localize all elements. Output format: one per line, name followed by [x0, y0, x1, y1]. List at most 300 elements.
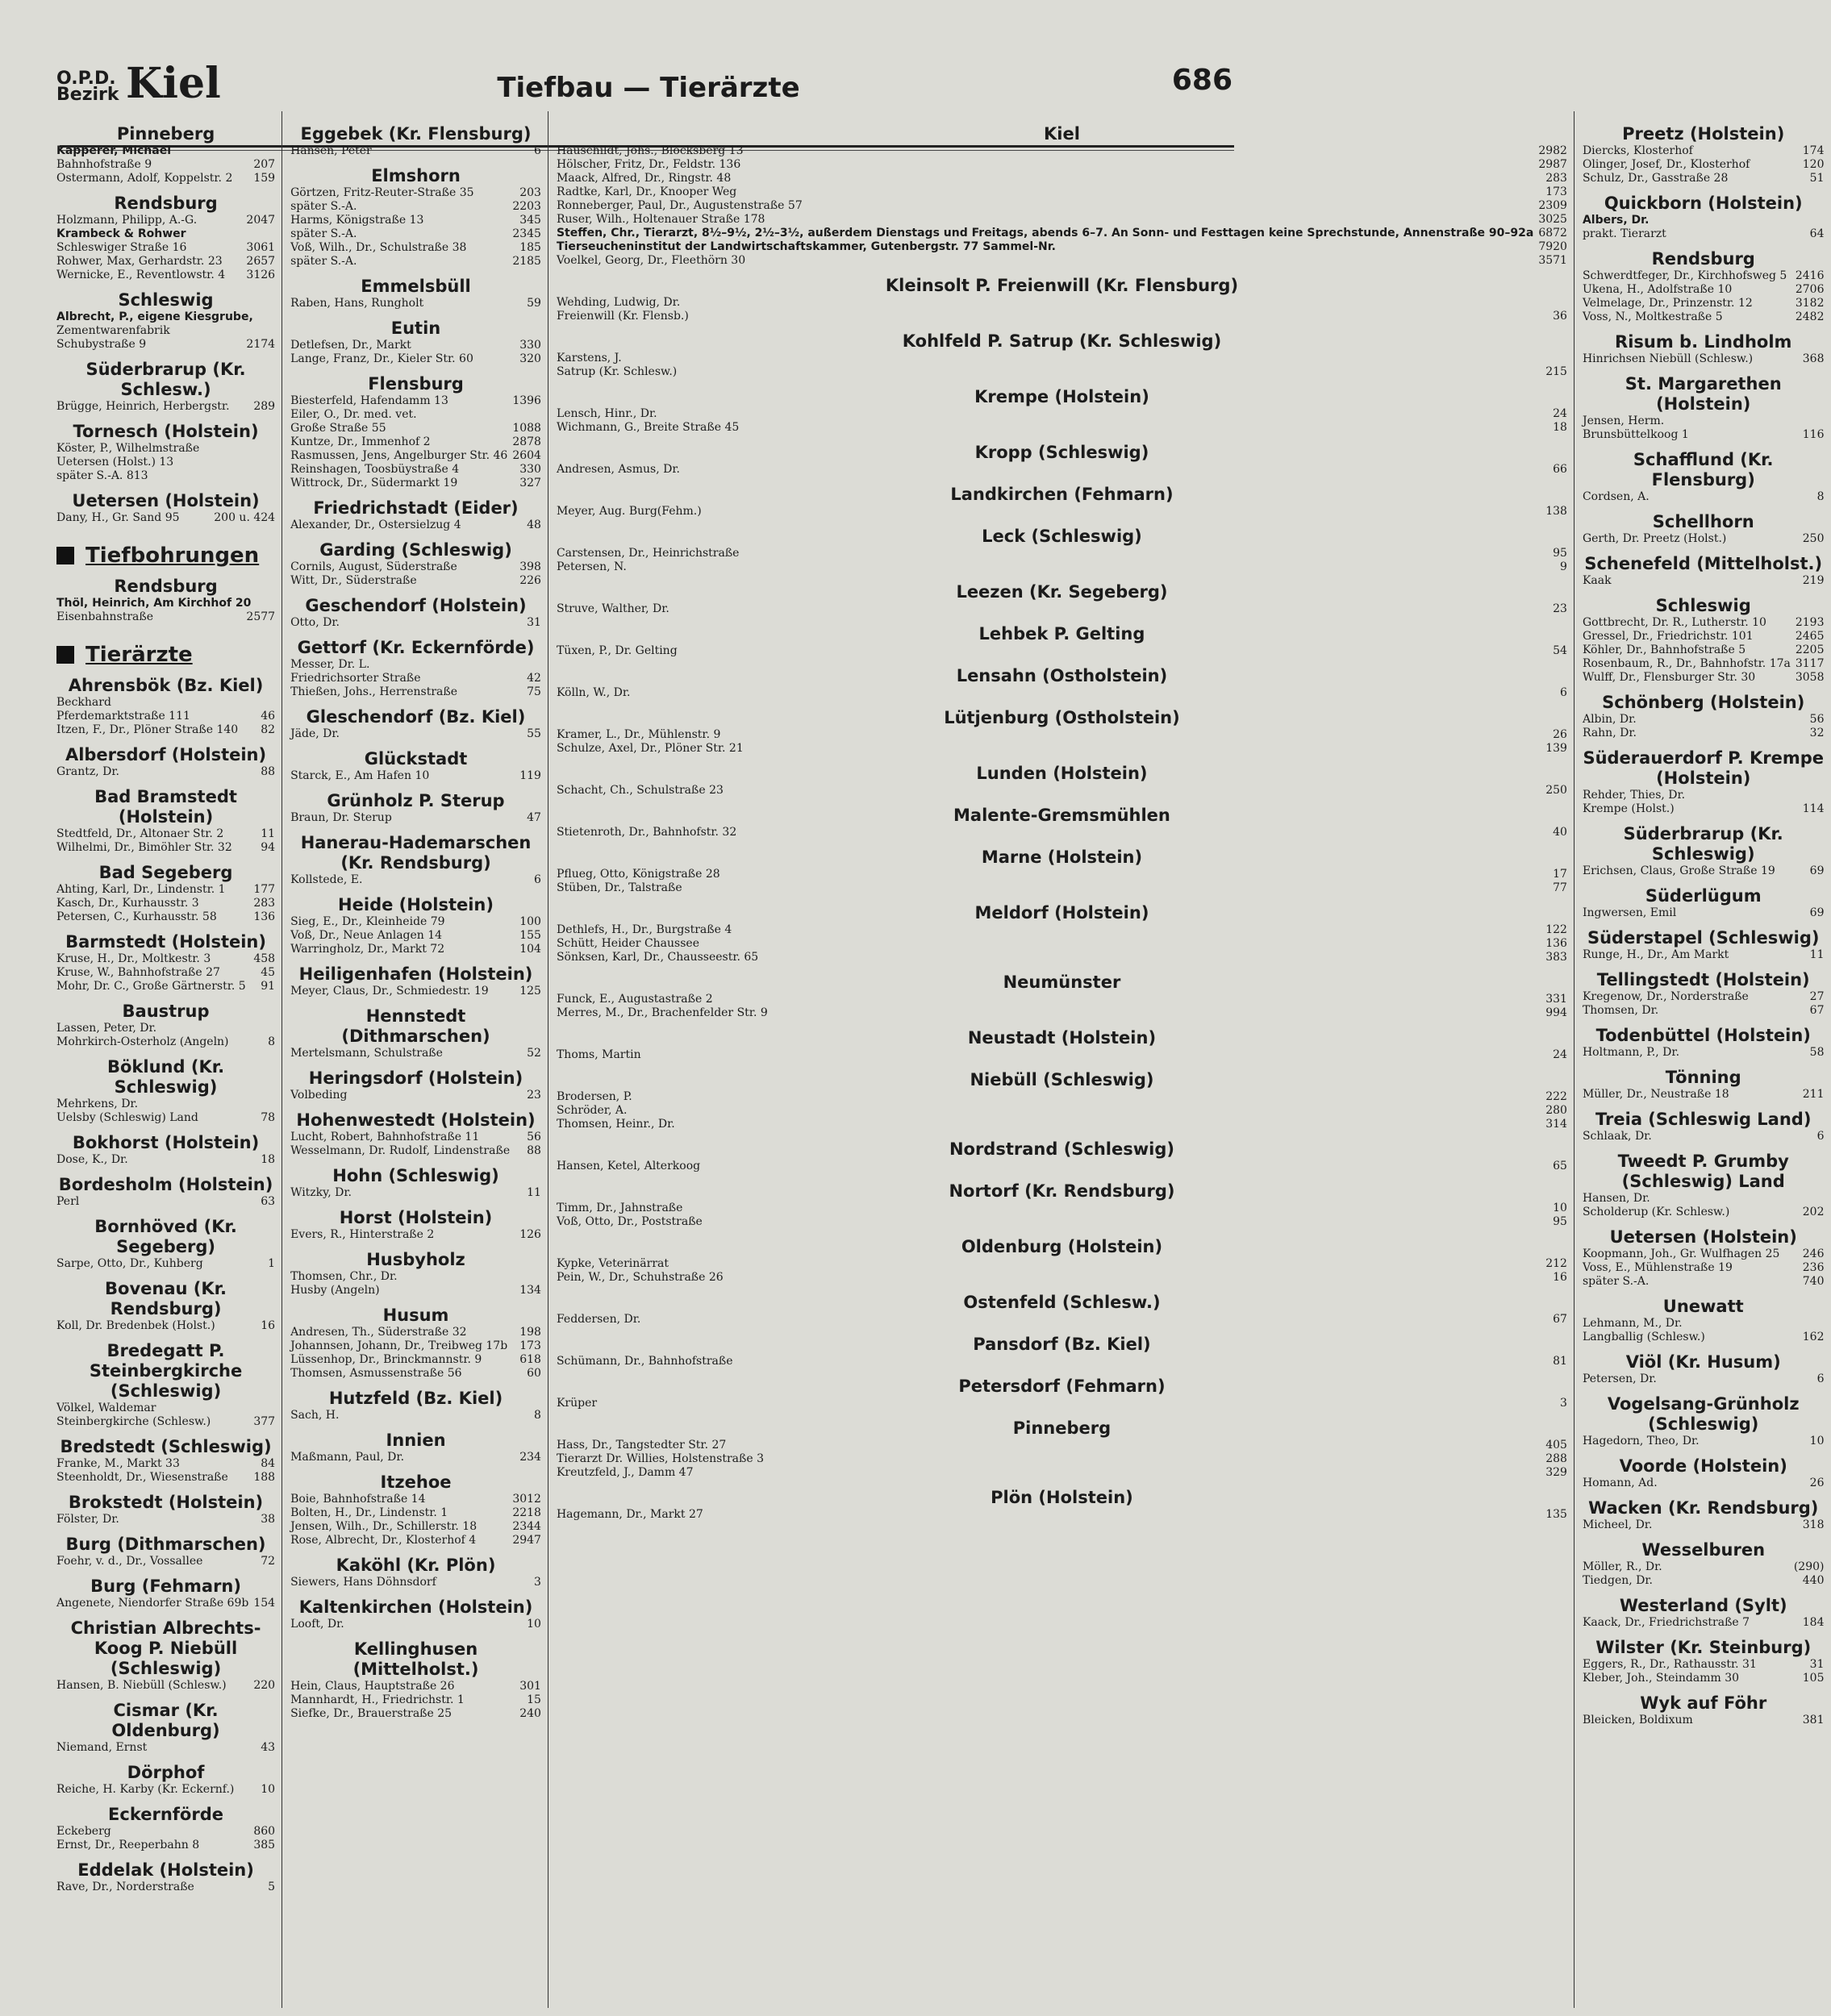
entry-text: Raben, Hans, Rungholt: [290, 297, 424, 310]
town-heading: Uetersen (Holstein): [72, 491, 260, 510]
entry-text: Braun, Dr. Sterup: [290, 811, 392, 824]
entry-text: Steenholdt, Dr., Wiesenstraße: [56, 1471, 228, 1484]
phone-number: 331: [1545, 993, 1567, 1006]
entry-text: Petersen, N.: [556, 560, 627, 573]
phone-number: 10: [1809, 1435, 1825, 1447]
phone-number: 9: [1560, 560, 1567, 573]
phone-number: 2657: [246, 255, 276, 268]
town-heading: Wilster (Kr. Steinburg): [1595, 1638, 1812, 1657]
entry-text: Schümann, Dr., Bahnhofstraße: [556, 1355, 733, 1368]
entry-text: Friedrichsorter Straße: [290, 672, 421, 685]
entry-text: Boie, Bahnhofstraße 14: [290, 1493, 426, 1506]
entry-text: Detlefsen, Dr., Markt: [290, 339, 411, 352]
entry-text: Mannhardt, H., Friedrichstr. 1: [290, 1693, 465, 1706]
town-heading: Bredstedt (Schleswig): [60, 1437, 272, 1456]
phone-number: 3: [534, 1576, 541, 1589]
entry-text: Zementwarenfabrik: [56, 324, 170, 337]
entry-text: Brügge, Heinrich, Herbergstr.: [56, 400, 230, 413]
town-heading: Quickborn (Holstein): [1604, 194, 1803, 213]
entry-text: Itzen, F., Dr., Plöner Straße 140: [56, 723, 239, 736]
list-item: [1583, 1477, 1825, 1490]
phone-number: 138: [1545, 505, 1567, 518]
phone-number: 43: [261, 1741, 276, 1754]
entry-text: Albrecht, P., eigene Kiesgrube,: [56, 310, 253, 323]
list-item: [56, 696, 275, 710]
phone-number: 23: [1553, 602, 1567, 615]
phone-number: 330: [519, 463, 541, 476]
phone-number: 329: [1545, 1466, 1567, 1479]
entry-text: Kruse, W., Bahnhofstraße 27: [56, 966, 220, 979]
town-heading: Tönning: [1665, 1068, 1741, 1087]
section-square-icon: [56, 547, 74, 564]
list-item: [557, 352, 1567, 365]
list-item: [56, 255, 275, 269]
list-item: [56, 1555, 275, 1568]
phone-number: 155: [519, 929, 541, 942]
phone-number: 288: [1545, 1452, 1567, 1465]
town-heading: Pinneberg: [1012, 1418, 1112, 1438]
list-item: [56, 827, 275, 841]
town-heading: Eckernförde: [108, 1805, 223, 1824]
list-item: [56, 469, 275, 483]
entry-text: Wernicke, E., Reventlowstr. 4: [56, 269, 226, 281]
entry-text: Holzmann, Philipp, A.-G.: [56, 214, 198, 227]
list-item: [56, 883, 275, 897]
town-heading: Hohn (Schleswig): [332, 1166, 499, 1185]
phone-number: 36: [1553, 310, 1567, 323]
entry-text: später S.-A.: [290, 200, 357, 213]
phone-number: 8: [1816, 490, 1825, 503]
page-number: 686: [1171, 64, 1232, 97]
phone-number: (290): [1793, 1560, 1825, 1573]
entry-text: Wehding, Ludwig, Dr.: [556, 296, 681, 309]
list-item: [290, 574, 541, 588]
entry-text: Hansen, B. Niebüll (Schlesw.): [56, 1679, 227, 1692]
entry-text: Wittrock, Dr., Südermarkt 19: [290, 477, 458, 489]
entry-text: Schulz, Dr., Gasstraße 28: [1582, 172, 1729, 185]
entry-text: Niemand, Ernst: [56, 1741, 148, 1754]
list-item: [56, 966, 275, 980]
district-city: Kiel: [126, 59, 221, 108]
town-heading: Treia (Schleswig Land): [1595, 1110, 1812, 1129]
town-heading: Bredegatt P. Steinbergkirche (Schleswig): [89, 1341, 243, 1401]
town-heading: Petersdorf (Fehmarn): [958, 1377, 1166, 1396]
phone-number: 2185: [512, 255, 541, 268]
list-item: [56, 442, 275, 456]
list-item: [557, 1202, 1567, 1215]
phone-number: 173: [1545, 185, 1567, 198]
entry-text: Voelkel, Georg, Dr., Fleethörn 30: [556, 254, 746, 267]
list-item: [56, 1153, 275, 1167]
town-heading: Husum: [382, 1306, 449, 1325]
entry-text: Kuntze, Dr., Immenhof 2: [290, 435, 431, 448]
phone-number: 134: [519, 1284, 541, 1297]
list-item: [557, 1215, 1567, 1229]
phone-number: 994: [1545, 1006, 1567, 1019]
list-item: [1583, 352, 1825, 366]
list-item: [557, 728, 1567, 742]
phone-number: 381: [1802, 1714, 1825, 1727]
phone-number: 215: [1545, 365, 1567, 378]
entry-text: Holtmann, P., Dr.: [1582, 1046, 1680, 1059]
phone-number: 2577: [246, 610, 276, 623]
entry-text: Krüper: [556, 1397, 598, 1410]
phone-number: 2344: [512, 1520, 541, 1533]
phone-number: 222: [1545, 1090, 1567, 1103]
phone-number: 84: [261, 1457, 276, 1470]
list-item: [56, 227, 275, 241]
list-item: [1583, 657, 1825, 671]
list-item: [557, 1257, 1567, 1271]
entry-text: Krempe (Holst.): [1582, 802, 1675, 815]
phone-number: 2416: [1795, 269, 1825, 282]
list-item: [1583, 214, 1825, 227]
list-item: [557, 951, 1567, 964]
list-item: [1583, 532, 1825, 546]
town-heading: Wyk auf Föhr: [1640, 1693, 1767, 1713]
list-item: [557, 686, 1567, 700]
list-item: [290, 1284, 541, 1297]
list-item: [1583, 906, 1825, 920]
list-item: [1583, 630, 1825, 644]
phone-number: 116: [1802, 428, 1825, 441]
list-item: [1583, 864, 1825, 878]
entry-text: Steffen, Chr., Tierarzt, 8½–9½, 2½–3½, außerdem Dienstags und Freitags, abends 6–7. An Sonn- und Festtagen keine Sprechstunde, Annenstraße 90–92a: [556, 227, 1534, 240]
phone-number: 136: [253, 910, 276, 923]
list-item: [290, 200, 541, 214]
entry-text: Rehder, Thies, Dr.: [1582, 789, 1686, 802]
entry-text: Thoms, Martin: [556, 1048, 641, 1061]
phone-number: 1396: [512, 394, 541, 407]
town-heading: Unewatt: [1662, 1297, 1744, 1316]
town-heading: Bad Bramstedt (Holstein): [94, 787, 237, 827]
entry-text: später S.-A.: [290, 227, 357, 240]
phone-number: 95: [1553, 547, 1567, 560]
phone-number: 18: [261, 1153, 276, 1166]
list-item: [56, 511, 275, 525]
town-heading: Eddelak (Holstein): [77, 1860, 254, 1880]
town-heading: Risum b. Lindholm: [1615, 332, 1792, 352]
list-item: [56, 1457, 275, 1471]
entry-text: Meyer, Aug. Burg(Fehm.): [556, 505, 702, 518]
list-item: [290, 241, 541, 255]
list-item: [557, 923, 1567, 937]
list-item: [1583, 1248, 1825, 1261]
town-heading: Kleinsolt P. Freienwill (Kr. Flensburg): [885, 276, 1239, 295]
entry-text: Schulze, Axel, Dr., Plöner Str. 21: [556, 742, 744, 755]
phone-number: 3117: [1795, 657, 1825, 670]
phone-number: 246: [1802, 1248, 1825, 1260]
list-item: [1583, 227, 1825, 241]
list-item: [1583, 1192, 1825, 1206]
entry-text: Jensen, Herm.: [1582, 414, 1665, 427]
list-item: [56, 1402, 275, 1415]
town-heading: Oldenburg (Holstein): [961, 1237, 1163, 1256]
phone-number: 31: [1809, 1658, 1825, 1671]
phone-number: 174: [1802, 144, 1825, 157]
phone-number: 3058: [1795, 671, 1825, 684]
town-heading: Vogelsang-Grünholz (Schleswig): [1607, 1394, 1800, 1434]
entry-text: Bleicken, Boldixum: [1582, 1714, 1693, 1727]
town-heading: Baustrup: [122, 1002, 210, 1021]
entry-text: Evers, R., Hinterstraße 2: [290, 1228, 435, 1241]
list-item: [290, 1493, 541, 1506]
entry-text: Husby (Angeln): [290, 1284, 380, 1297]
town-heading: Tellingstedt (Holstein): [1596, 970, 1810, 989]
town-heading: Rendsburg: [1651, 249, 1755, 269]
entry-text: Struve, Walther, Dr.: [556, 602, 669, 615]
phone-number: 91: [261, 980, 276, 993]
list-item: [557, 602, 1567, 616]
phone-number: 2604: [512, 449, 541, 462]
entry-text: Voß, Otto, Dr., Poststraße: [556, 1215, 703, 1228]
phone-number: 440: [1802, 1574, 1825, 1587]
phone-number: 318: [1802, 1518, 1825, 1531]
list-item: [290, 463, 541, 477]
phone-number: 60: [527, 1367, 541, 1380]
entry-text: Lassen, Peter, Dr.: [56, 1022, 157, 1035]
entry-text: Tierarzt Dr. Willies, Holstenstraße 3: [556, 1452, 765, 1465]
entry-text: Rosenbaum, R., Dr., Bahnhofstr. 17a: [1582, 657, 1791, 670]
phone-number: 2203: [512, 200, 541, 213]
phone-number: 3571: [1538, 254, 1567, 267]
entry-text: Eckeberg: [56, 1825, 111, 1838]
list-item: [1583, 948, 1825, 962]
phone-number: 105: [1802, 1672, 1825, 1685]
entry-text: Bahnhofstraße 9: [56, 158, 152, 171]
phone-number: 240: [519, 1707, 541, 1720]
phone-number: 860: [253, 1825, 276, 1838]
list-item: [56, 1257, 275, 1271]
list-item: [557, 742, 1567, 756]
town-heading: Süderlügum: [1645, 886, 1762, 906]
phone-number: 26: [1809, 1477, 1825, 1489]
town-heading: Süderbrarup (Kr. Schleswig): [1623, 824, 1783, 864]
phone-number: 6872: [1538, 227, 1567, 240]
phone-number: 27: [1809, 990, 1825, 1003]
entry-text: Thießen, Johs., Herrenstraße: [290, 685, 457, 698]
list-item: [557, 1006, 1567, 1020]
entry-text: Meyer, Claus, Dr., Schmiedestr. 19: [290, 985, 489, 998]
entry-text: Rahn, Dr.: [1582, 727, 1637, 739]
entry-text: Hinrichsen Niebüll (Schlesw.): [1582, 352, 1754, 365]
phone-number: 81: [1553, 1355, 1567, 1368]
entry-text: Tierseucheninstitut der Landwirtschaftskammer, Gutenbergstr. 77 Sammel-Nr.: [556, 240, 1056, 253]
phone-number: 6: [1816, 1372, 1825, 1385]
entry-text: Lüssenhop, Dr., Brinckmannstr. 9: [290, 1353, 482, 1366]
list-item: [557, 1355, 1567, 1368]
list-item: [290, 422, 541, 435]
phone-number: 125: [519, 985, 541, 998]
list-item: [557, 185, 1567, 199]
town-heading: Wesselburen: [1641, 1540, 1766, 1560]
entry-text: Alexander, Dr., Ostersielzug 4: [290, 519, 461, 531]
list-item: [290, 1353, 541, 1367]
list-item: [557, 644, 1567, 658]
town-heading: Friedrichstadt (Eider): [313, 498, 519, 518]
entry-text: Satrup (Kr. Schlesw.): [556, 365, 678, 378]
entry-text: Homann, Ad.: [1582, 1477, 1658, 1489]
entry-text: Schleswiger Straße 16: [56, 241, 187, 254]
list-item: [56, 1679, 275, 1693]
list-item: [56, 765, 275, 779]
list-item: [290, 873, 541, 887]
list-item: [557, 310, 1567, 323]
phone-number: 2482: [1795, 310, 1825, 323]
entry-text: Witzky, Dr.: [290, 1186, 352, 1199]
entry-text: Stüben, Dr., Talstraße: [556, 881, 682, 894]
phone-number: 2218: [512, 1506, 541, 1519]
phone-number: 207: [253, 158, 276, 171]
section-title: Tierärzte: [86, 643, 193, 667]
phone-number: 72: [261, 1555, 276, 1568]
list-item: [557, 547, 1567, 560]
town-heading: Hutzfeld (Bz. Kiel): [328, 1389, 503, 1408]
column-1: [53, 111, 282, 2008]
list-item: [290, 227, 541, 241]
town-heading: Tornesch (Holstein): [73, 422, 259, 441]
entry-text: Fölster, Dr.: [56, 1513, 119, 1526]
list-item: [1583, 802, 1825, 816]
phone-number: 51: [1809, 172, 1825, 185]
listing-columns: [53, 111, 1825, 2008]
phone-number: 345: [519, 214, 541, 227]
list-item: [290, 1367, 541, 1381]
phone-number: 2987: [1538, 158, 1567, 171]
entry-text: Hansen, Ketel, Alterkoog: [556, 1160, 701, 1173]
entry-text: Albers, Dr.: [1582, 214, 1650, 227]
town-heading: Pinneberg: [116, 124, 215, 144]
entry-text: Ostermann, Adolf, Koppelstr. 2: [56, 172, 233, 185]
list-item: [557, 199, 1567, 213]
list-item: [557, 1452, 1567, 1466]
list-item: [557, 296, 1567, 310]
list-item: [1583, 1331, 1825, 1344]
phone-number: 250: [1802, 532, 1825, 545]
list-item: [56, 172, 275, 185]
entry-text: Ruser, Wilh., Holtenauer Straße 178: [556, 213, 765, 226]
town-heading: Todenbüttel (Holstein): [1595, 1026, 1811, 1045]
town-heading: Geschendorf (Holstein): [305, 596, 527, 615]
phone-number: 184: [1802, 1616, 1825, 1629]
town-heading: Westerland (Sylt): [1619, 1596, 1787, 1615]
phone-number: 289: [253, 400, 276, 413]
phone-number: 10: [1553, 1202, 1567, 1214]
list-item: [1583, 727, 1825, 740]
list-item: [1583, 269, 1825, 283]
list-item: [290, 1618, 541, 1631]
entry-text: Pflueg, Otto, Königstraße 28: [556, 868, 720, 881]
entry-text: Lehmann, M., Dr.: [1582, 1317, 1683, 1330]
entry-text: Schwerdtfeger, Dr., Kirchhofsweg 5: [1582, 269, 1787, 282]
column-4: [1574, 111, 1831, 2008]
entry-text: Siefke, Dr., Brauerstraße 25: [290, 1707, 453, 1720]
town-heading: Kropp (Schleswig): [974, 443, 1149, 462]
list-item: [290, 1409, 541, 1422]
list-item: [56, 338, 275, 352]
phone-number: 2193: [1795, 616, 1825, 629]
phone-number: 177: [253, 883, 276, 896]
list-item: [557, 1160, 1567, 1173]
town-heading: Heringsdorf (Holstein): [308, 1068, 523, 1088]
entry-text: Rohwer, Max, Gerhardstr. 23: [56, 255, 223, 268]
phone-number: 283: [1545, 172, 1567, 185]
entry-text: Pein, W., Dr., Schuhstraße 26: [556, 1271, 724, 1284]
list-item: [290, 929, 541, 943]
phone-number: 100: [519, 915, 541, 928]
town-heading: Kaltenkirchen (Holstein): [298, 1597, 533, 1617]
phone-number: 59: [527, 297, 541, 310]
list-item: [1583, 1574, 1825, 1588]
column-2: [282, 111, 548, 2008]
entry-text: später S.-A.: [290, 255, 357, 268]
town-heading: Schönberg (Holstein): [1602, 693, 1805, 712]
list-item: [1583, 414, 1825, 428]
town-heading: Marne (Holstein): [981, 848, 1143, 867]
list-item: [557, 172, 1567, 185]
entry-text: Lucht, Robert, Bahnhofstraße 11: [290, 1131, 480, 1143]
town-heading: Burg (Fehmarn): [90, 1577, 241, 1596]
town-heading: Neumünster: [1003, 973, 1121, 992]
phone-number: 234: [519, 1451, 541, 1464]
town-heading: Süderbrarup (Kr. Schlesw.): [86, 360, 246, 399]
phone-number: 2982: [1538, 144, 1567, 157]
town-heading: Lehbek P. Gelting: [978, 624, 1145, 644]
entry-text: Kaak: [1582, 574, 1612, 587]
list-item: [1583, 616, 1825, 630]
entry-text: Uelsby (Schleswig) Land: [56, 1111, 198, 1124]
entry-text: Hauschildt, Johs., Blocksberg 13: [556, 144, 744, 157]
entry-text: Kapperer, Michael: [56, 144, 172, 157]
list-item: [1583, 1616, 1825, 1630]
entry-text: Schacht, Ch., Schulstraße 23: [556, 784, 724, 797]
entry-text: Feddersen, Dr.: [556, 1313, 641, 1326]
list-item: [56, 1825, 275, 1839]
phone-number: 122: [1545, 923, 1567, 936]
list-item: [290, 811, 541, 825]
town-heading: Burg (Dithmarschen): [65, 1535, 266, 1554]
town-heading: Tweedt P. Grumby (Schleswig) Land: [1617, 1152, 1789, 1191]
phone-number: 114: [1802, 802, 1825, 815]
phone-number: 2047: [246, 214, 276, 227]
entry-text: Schröder, A.: [556, 1104, 628, 1117]
phone-number: 10: [261, 1783, 276, 1796]
list-item: [1583, 1004, 1825, 1018]
list-item: [1583, 297, 1825, 310]
list-item: [557, 826, 1567, 839]
phone-number: 327: [519, 477, 541, 489]
section-square-icon: [56, 646, 74, 664]
phone-number: 17: [1553, 868, 1567, 881]
town-heading: Nordstrand (Schleswig): [949, 1139, 1174, 1159]
phone-number: 283: [253, 897, 276, 910]
entry-text: Jensen, Wilh., Dr., Schillerstr. 18: [290, 1520, 478, 1533]
list-item: [290, 519, 541, 532]
entry-text: Erichsen, Claus, Große Straße 19: [1582, 864, 1775, 877]
list-item: [290, 1270, 541, 1284]
list-item: [56, 324, 275, 338]
list-item: [1583, 1317, 1825, 1331]
phone-number: 15: [527, 1693, 541, 1706]
town-heading: Bad Segeberg: [98, 863, 233, 882]
entry-text: Angenete, Niendorfer Straße 69b: [56, 1597, 249, 1610]
phone-number: 3126: [246, 269, 276, 281]
phone-number: 6: [1560, 686, 1567, 699]
entry-text: Kypke, Veterinärrat: [556, 1257, 669, 1270]
list-item: [290, 1047, 541, 1060]
entry-text: später S.-A.: [1582, 1275, 1650, 1288]
town-heading: Barmstedt (Holstein): [65, 932, 266, 952]
